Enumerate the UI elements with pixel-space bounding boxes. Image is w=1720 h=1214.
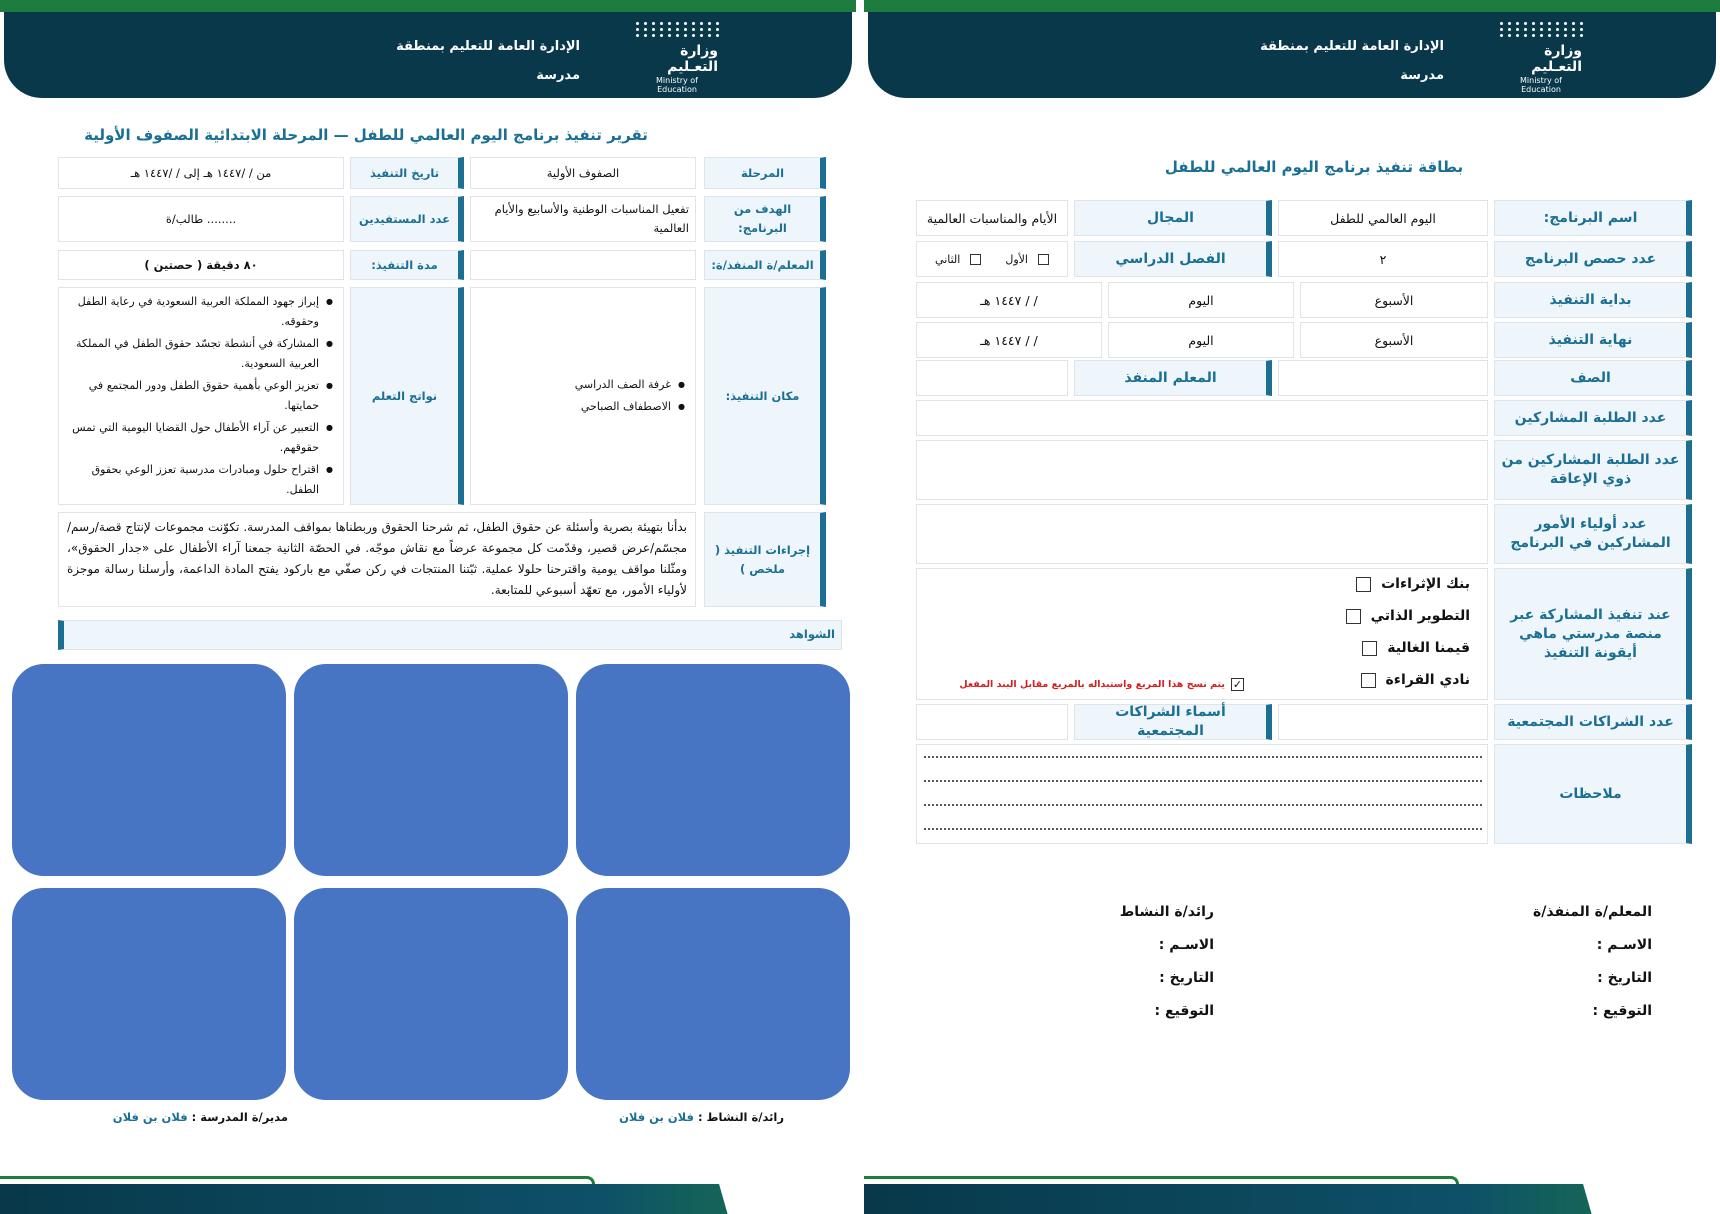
report-page bbox=[0, 0, 856, 1214]
parents-label: عدد أولياء الأمور المشاركين في البرنامج bbox=[1494, 504, 1692, 564]
sessions-value: ٢ bbox=[1278, 241, 1488, 277]
platform-option-label: بنك الإثراءات bbox=[1381, 576, 1470, 592]
partnerships-count-value bbox=[1278, 704, 1488, 740]
header-banner bbox=[4, 12, 852, 98]
footer-band bbox=[0, 1178, 856, 1214]
program-name-value: اليوم العالمي للطفل bbox=[1278, 200, 1488, 236]
students-value bbox=[916, 400, 1488, 436]
notes-line bbox=[924, 828, 1482, 830]
card-page bbox=[864, 0, 1720, 1214]
place-list bbox=[470, 287, 696, 505]
duration-value: ٨٠ دقيقة ( حصتين ) bbox=[58, 250, 344, 280]
signature-sign-label: التوقيع : bbox=[1154, 1003, 1214, 1019]
duration-label: مدة التنفيذ: bbox=[350, 250, 464, 280]
partnerships-names-label: أسماء الشراكات المجتمعية bbox=[1074, 704, 1272, 740]
place-label: مكان التنفيذ: bbox=[704, 287, 826, 505]
outcomes-label: نواتج التعلم bbox=[350, 287, 464, 505]
checkbox-icon[interactable] bbox=[1361, 673, 1376, 688]
checked-box-icon: ✓ bbox=[1232, 678, 1243, 691]
platform-option-selfdev[interactable] bbox=[1346, 608, 1470, 624]
platform-label: عند تنفيذ المشاركة عبر منصة مدرستي ماهي أيقونة التنفيذ bbox=[1494, 568, 1692, 700]
semester-second-label: الثاني bbox=[935, 252, 961, 266]
end-week: الأسبوع bbox=[1300, 322, 1488, 358]
beneficiaries-label: عدد المستفيدين bbox=[350, 196, 464, 242]
procedures-value: بدأنا بتهيئة بصرية وأسئلة عن حقوق الطفل، ثم شرحنا الحقوق وربطناها بمواقف المدرسة. تكوّنت مجموعات لإنتاج قصة/رسم/مجسّم/عرض قصير، وقدّمت كل مجموعة عرضاً مع نقاش موجّه. في الحصّة الثانية جمعنا آراء الأطفال على «جدار الحقوق»، ومثّلنا مواقف يومية واقترحنا حلولا عملية. ثبّتنا المنتجات في ركن صفّي مع باركود يفتح المادة الداعمة، وأرسلنا رسالة موجزة لأولياء الأمور، مع تعهّد أسبوعي للمتابعة. bbox=[58, 512, 696, 607]
activity-lead-label: رائد/ة النشاط : bbox=[697, 1110, 784, 1124]
platform-option-label: التطوير الذاتي bbox=[1370, 608, 1470, 624]
semester-first-checkbox[interactable] bbox=[1038, 254, 1049, 265]
notes-label: ملاحظات bbox=[1494, 744, 1692, 844]
students-label: عدد الطلبة المشاركين bbox=[1494, 400, 1692, 436]
signature-name-label: الاسـم : bbox=[1158, 937, 1214, 953]
checkbox-icon[interactable] bbox=[1356, 577, 1371, 592]
outcome-item: ● التعبير عن آراء الأطفال حول القضايا اليومية التي تمس حقوقهم. bbox=[69, 418, 333, 458]
teacher-signature-block bbox=[1533, 896, 1652, 1028]
header-banner bbox=[868, 12, 1716, 98]
outcome-item: ● تعزيز الوعي بأهمية حقوق الطفل ودور المجتمع في حمايتها. bbox=[69, 376, 333, 416]
footer-band bbox=[864, 1178, 1720, 1214]
semester-second-checkbox[interactable] bbox=[970, 254, 981, 265]
header-text bbox=[1260, 32, 1444, 90]
start-label: بداية التنفيذ bbox=[1494, 282, 1692, 318]
school-label: مدرسة bbox=[1400, 68, 1444, 83]
activity-lead-name: فلان بن فلان bbox=[619, 1110, 694, 1124]
evidence-photo-slot[interactable] bbox=[292, 662, 570, 878]
stage-label: المرحلة bbox=[704, 157, 826, 189]
platform-option-label: قيمنا الغالية bbox=[1387, 640, 1470, 656]
date-label: تاريخ التنفيذ bbox=[350, 157, 464, 189]
teacher-value bbox=[470, 250, 696, 280]
teacher-label: المعلم/ة المنفذ/ة: bbox=[704, 250, 826, 280]
platform-option-enrichment[interactable] bbox=[1356, 576, 1470, 592]
parents-value bbox=[916, 504, 1488, 564]
start-week: الأسبوع bbox=[1300, 282, 1488, 318]
platform-option-label: نادي القراءة bbox=[1385, 672, 1470, 688]
ministry-name-en: Ministry of Education bbox=[656, 76, 698, 94]
outcome-item: ● المشاركة في أنشطة تجسّد حقوق الطفل في المملكة العربية السعودية. bbox=[69, 334, 333, 374]
field-value: الأيام والمناسبات العالمية bbox=[916, 200, 1068, 236]
goal-value: تفعيل المناسبات الوطنية والأسابيع والأيام العالمية bbox=[470, 196, 696, 242]
header-text bbox=[396, 32, 580, 90]
class-label: الصف bbox=[1494, 360, 1692, 396]
disabled-label: عدد الطلبة المشاركين من ذوي الإعاقة bbox=[1494, 440, 1692, 500]
end-date: / / ١٤٤٧ هـ bbox=[916, 322, 1102, 358]
class-value bbox=[1278, 360, 1488, 396]
principal-name: فلان بن فلان bbox=[112, 1110, 188, 1124]
teacher-value bbox=[916, 360, 1068, 396]
platform-note-text: يتم نسخ هذا المربع واستبداله بالمربع مقابل البند المفعل bbox=[959, 679, 1225, 690]
directorate-label: الإدارة العامة للتعليم بمنطقة bbox=[1260, 39, 1444, 54]
beneficiaries-value: ........ طالب/ة bbox=[58, 196, 344, 242]
notes-line bbox=[924, 780, 1482, 782]
signature-date-label: التاريخ : bbox=[1159, 970, 1214, 986]
lead-signature-block bbox=[1120, 896, 1214, 1028]
directorate-label: الإدارة العامة للتعليم بمنطقة bbox=[396, 39, 580, 54]
signature-sign-label: التوقيع : bbox=[1592, 1003, 1652, 1019]
ministry-logo bbox=[1500, 22, 1582, 94]
date-value: من / /١٤٤٧ هـ إلى / /١٤٤٧ هـ bbox=[58, 157, 344, 189]
outcome-item: ● إبراز جهود المملكة العربية السعودية في رعاية الطفل وحقوقه. bbox=[69, 292, 333, 332]
notes-line bbox=[924, 804, 1482, 806]
report-title: تقرير تنفيذ برنامج اليوم العالمي للطفل — المرحلة الابتدائية الصفوف الأولية bbox=[84, 126, 648, 144]
disabled-value bbox=[916, 440, 1488, 500]
principal-label: مدير/ة المدرسة : bbox=[191, 1110, 288, 1124]
goal-label: الهدف من البرنامج: bbox=[704, 196, 826, 242]
sessions-label: عدد حصص البرنامج bbox=[1494, 241, 1692, 277]
ministry-name-ar: وزارة التعـليم bbox=[667, 43, 718, 75]
signature-name-label: الاسـم : bbox=[1596, 937, 1652, 953]
signature-title: المعلم/ة المنفذ/ة bbox=[1533, 904, 1652, 920]
school-label: مدرسة bbox=[536, 68, 580, 83]
stage-value: الصفوف الأولية bbox=[470, 157, 696, 189]
evidence-photo-slot[interactable] bbox=[574, 886, 852, 1102]
signature-title: رائد/ة النشاط bbox=[1119, 904, 1214, 920]
semester-first-label: الأول bbox=[1005, 252, 1028, 266]
place-item: ● غرفة الصف الدراسي bbox=[481, 375, 685, 395]
ministry-name-ar: وزارة التعـليم bbox=[1531, 43, 1582, 75]
field-label: المجال bbox=[1074, 200, 1272, 236]
semester-label: الفصل الدراسي bbox=[1074, 241, 1272, 277]
place-item: ● الاصطفاف الصباحي bbox=[481, 397, 685, 417]
checkbox-icon[interactable] bbox=[1362, 641, 1377, 656]
checkbox-icon[interactable] bbox=[1346, 609, 1361, 624]
signature-date-label: التاريخ : bbox=[1597, 970, 1652, 986]
ministry-logo bbox=[636, 22, 718, 94]
principal-signature bbox=[113, 1110, 288, 1124]
card-title: بطاقة تنفيذ برنامج اليوم العالمي للطفل bbox=[1164, 158, 1464, 176]
top-band bbox=[864, 0, 1720, 12]
outcome-item: ● اقتراح حلول ومبادرات مدرسية تعزز الوعي بحقوق الطفل. bbox=[69, 460, 333, 500]
teacher-label: المعلم المنفذ bbox=[1074, 360, 1272, 396]
activity-lead-signature bbox=[619, 1110, 784, 1124]
start-day: اليوم bbox=[1108, 282, 1294, 318]
top-band bbox=[0, 0, 856, 12]
outcomes-list bbox=[58, 287, 344, 505]
start-date: / / ١٤٤٧ هـ bbox=[916, 282, 1102, 318]
partnerships-names-value bbox=[916, 704, 1068, 740]
procedures-label: إجراءات التنفيذ ( ملخص ) bbox=[704, 512, 826, 607]
end-label: نهاية التنفيذ bbox=[1494, 322, 1692, 358]
program-name-label: اسم البرنامج: bbox=[1494, 200, 1692, 236]
semester-options bbox=[916, 241, 1068, 277]
notes-line bbox=[924, 756, 1482, 758]
ministry-name-en: Ministry of Education bbox=[1520, 76, 1562, 94]
platform-option-reading[interactable] bbox=[1361, 672, 1470, 688]
evidence-photo-slot[interactable] bbox=[10, 886, 288, 1102]
evidence-photo-slot[interactable] bbox=[292, 886, 570, 1102]
logo-dots-icon bbox=[636, 22, 724, 37]
platform-note bbox=[959, 678, 1244, 691]
end-day: اليوم bbox=[1108, 322, 1294, 358]
evidence-photo-slot[interactable] bbox=[10, 662, 288, 878]
platform-option-values[interactable] bbox=[1362, 640, 1470, 656]
partnerships-count-label: عدد الشراكات المجتمعية bbox=[1494, 704, 1692, 740]
evidence-photo-slot[interactable] bbox=[574, 662, 852, 878]
evidence-label: الشواهد bbox=[58, 620, 842, 650]
logo-dots-icon bbox=[1500, 22, 1588, 37]
